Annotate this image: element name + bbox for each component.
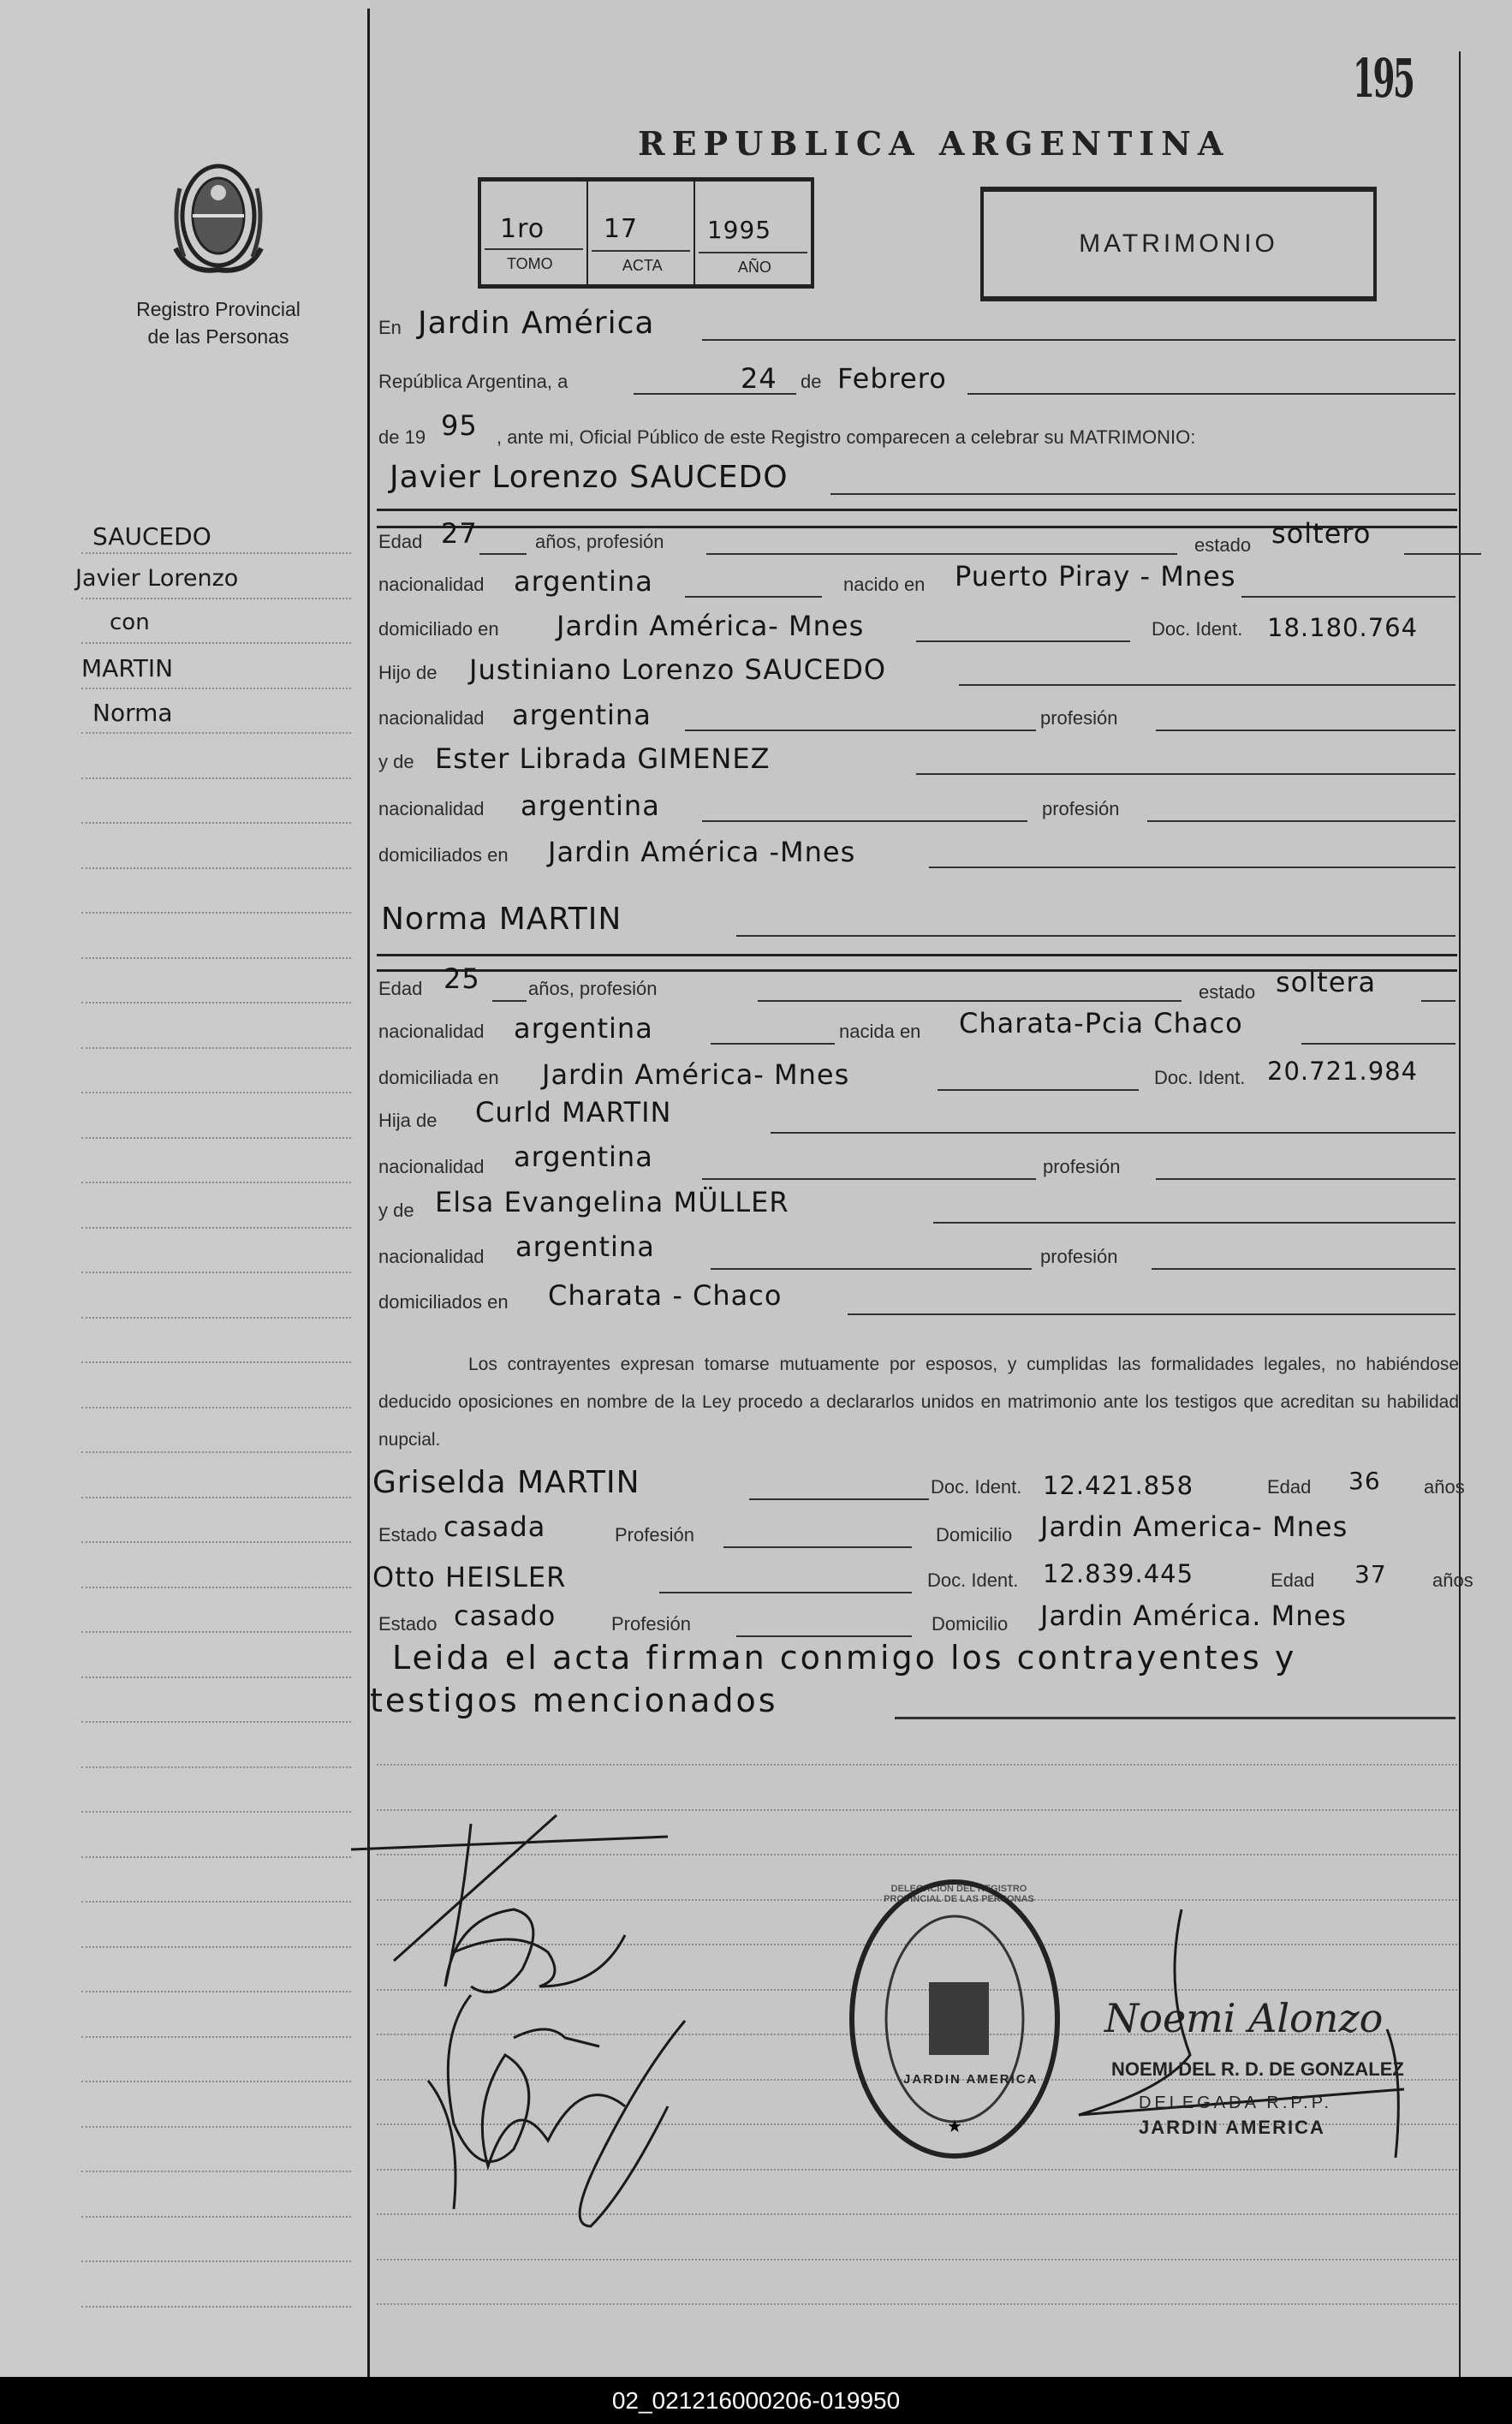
underline: [895, 1717, 1455, 1719]
underline: [702, 820, 1027, 822]
margin-note-bride-name: Norma: [92, 699, 173, 727]
label-domicilio: Domicilio: [932, 1613, 1009, 1635]
margin-ruled-line: [81, 1901, 351, 1903]
row-witness2: [0, 1552, 1512, 1595]
act-day: 24: [741, 362, 777, 395]
row-groom-domicile: [0, 601, 1512, 644]
tomo-acta-ano-box: [478, 177, 814, 289]
official-stamp: [848, 1875, 1070, 2166]
row-groom-name: [0, 454, 1512, 497]
label-estado: estado: [1194, 534, 1252, 556]
label-edad: Edad: [378, 978, 423, 999]
row-bride-domicile: [0, 1050, 1512, 1093]
underline: [938, 1089, 1139, 1091]
label-anos-profesion: años, profesión: [528, 978, 658, 999]
bride-age: 25: [443, 962, 480, 995]
acta-cell: [588, 182, 695, 284]
closing-text-line2: testigos mencionados: [370, 1682, 778, 1719]
margin-ruled-line: [81, 2306, 351, 2308]
underline: [723, 1546, 912, 1548]
row-groom-mother-nationality: [0, 781, 1512, 824]
groom-doc-id: 18.180.764: [1267, 613, 1419, 642]
label-nacionalidad: nacionalidad: [378, 798, 485, 819]
party-signatures: [342, 1781, 728, 2260]
margin-ruled-line: [81, 1946, 351, 1948]
coat-of-arms-icon: [163, 154, 274, 287]
ano-label: AÑO: [737, 259, 771, 276]
label-estado: Estado: [378, 1524, 438, 1546]
row-groom-age: [0, 514, 1512, 557]
underline: [702, 1178, 1036, 1180]
tomo-label: TOMO: [507, 255, 553, 272]
label-profesion: profesión: [1040, 1246, 1118, 1267]
label-nacido-en: nacido en: [843, 574, 926, 595]
witness1-name: Griselda MARTIN: [372, 1465, 640, 1500]
label-edad: Edad: [1271, 1569, 1315, 1591]
tomo-cell: [481, 182, 588, 284]
groom-mother-nationality: argentina: [521, 789, 660, 822]
section-rule: [377, 954, 1457, 956]
underline: [959, 684, 1455, 686]
underline: [711, 1043, 835, 1045]
registry-name-line1: Registro Provincial: [136, 298, 301, 320]
witness2-civil-status: casado: [454, 1599, 557, 1632]
groom-father-nationality: argentina: [512, 699, 652, 731]
bride-birthplace: Charata-Pcia Chaco: [959, 1007, 1243, 1039]
margin-ruled-line: [81, 1047, 351, 1049]
label-hija-de: Hija de: [378, 1110, 438, 1131]
margin-ruled-line: [81, 1811, 351, 1813]
underline: [479, 553, 527, 555]
margin-note-con: con: [110, 610, 150, 635]
label-anos-profesion: años, profesión: [535, 531, 664, 552]
underline: [771, 1132, 1455, 1134]
margin-ruled-line: [81, 1991, 351, 1992]
groom-parents-domicile: Jardin América -Mnes: [548, 836, 856, 868]
label-nacionalidad: nacionalidad: [378, 707, 485, 729]
witness1-doc-id: 12.421.858: [1043, 1471, 1194, 1500]
row-place: [0, 300, 1512, 342]
row-witness1-details: [0, 1507, 1512, 1550]
label-en: En: [378, 317, 402, 338]
section-rule: [377, 509, 1457, 511]
margin-ruled-line: [81, 1361, 351, 1363]
row-witness1: [0, 1459, 1512, 1502]
margin-ruled-line: [81, 957, 351, 959]
underline: [848, 1313, 1455, 1315]
groom-father: Justiniano Lorenzo SAUCEDO: [469, 653, 887, 686]
acta-label: ACTA: [622, 257, 663, 274]
margin-ruled-line: [81, 2081, 351, 2082]
label-nacionalidad: nacionalidad: [378, 574, 485, 595]
row-groom-father-nationality: [0, 690, 1512, 733]
witness2-domicile: Jardin América. Mnes: [1040, 1599, 1347, 1632]
bride-doc-id: 20.721.984: [1267, 1057, 1419, 1086]
row-witness2-details: [0, 1596, 1512, 1639]
label-y-de: y de: [378, 751, 414, 772]
row-bride-mother-nationality: [0, 1229, 1512, 1272]
margin-ruled-line: [81, 1721, 351, 1723]
witness2-age: 37: [1354, 1560, 1387, 1588]
row-bride-parents-domicile: [0, 1274, 1512, 1317]
row-closing-2: [0, 1678, 1512, 1721]
row-groom-father: [0, 645, 1512, 688]
label-profesion: profesión: [1042, 798, 1120, 819]
bride-name: Norma MARTIN: [381, 902, 622, 937]
label-estado: estado: [1199, 981, 1256, 1003]
margin-ruled-line: [81, 1272, 351, 1273]
label-ante-mi: , ante mi, Oficial Público de este Registro comparecen a celebrar su MATRIMONIO:: [497, 426, 1196, 448]
label-nacionalidad: nacionalidad: [378, 1021, 485, 1042]
underline: [706, 553, 1177, 555]
folio-number: 195: [1353, 47, 1414, 110]
bride-father-nationality: argentina: [514, 1141, 653, 1173]
underline: [711, 1268, 1032, 1270]
tomo-value: 1ro: [500, 214, 545, 244]
official-office: JARDIN AMERICA: [1139, 2117, 1325, 2138]
underline: [1301, 1043, 1455, 1045]
label-nacionalidad: nacionalidad: [378, 1246, 485, 1267]
underline: [1147, 820, 1455, 822]
row-bride-mother: [0, 1182, 1512, 1225]
act-year: 95: [441, 409, 478, 442]
label-profesion: profesión: [1040, 707, 1118, 729]
acta-value: 17: [603, 214, 639, 244]
margin-ruled-line: [81, 2216, 351, 2218]
groom-birthplace: Puerto Piray - Mnes: [955, 560, 1236, 593]
label-nacionalidad: nacionalidad: [378, 1156, 485, 1177]
official-name: NOEMI DEL R. D. DE GONZALEZ: [1111, 2058, 1404, 2080]
bride-mother: Elsa Evangelina MÜLLER: [435, 1186, 789, 1218]
label-profesion: Profesión: [615, 1524, 694, 1546]
row-groom-nationality: [0, 557, 1512, 599]
label-doc-ident: Doc. Ident.: [927, 1569, 1019, 1591]
row-bride-nationality: [0, 1004, 1512, 1046]
margin-ruled-line: [81, 777, 351, 779]
groom-name: Javier Lorenzo SAUCEDO: [390, 460, 789, 495]
label-profesion: Profesión: [611, 1613, 691, 1635]
row-bride-father-nationality: [0, 1139, 1512, 1182]
label-domiciliado-en: domiciliado en: [378, 618, 499, 640]
bride-parents-domicile: Charata - Chaco: [548, 1279, 783, 1312]
underline: [916, 640, 1130, 642]
registry-name-line2: de las Personas: [147, 325, 289, 348]
ruled-line: [377, 2303, 1457, 2305]
ano-cell: [695, 182, 811, 284]
underline: [967, 393, 1455, 395]
bride-mother-nationality: argentina: [515, 1230, 655, 1263]
label-de19: de 19: [378, 426, 426, 448]
row-groom-mother: [0, 734, 1512, 777]
groom-nationality: argentina: [514, 565, 653, 598]
margin-note-bride-surname: MARTIN: [81, 654, 174, 682]
label-domiciliados-en: domiciliados en: [378, 1291, 509, 1313]
label-domiciliada-en: domiciliada en: [378, 1067, 499, 1088]
underline: [1152, 1268, 1455, 1270]
groom-mother: Ester Librada GIMENEZ: [435, 742, 771, 775]
label-hijo-de: Hijo de: [378, 662, 438, 683]
label-y-de: y de: [378, 1200, 414, 1221]
margin-ruled-line: [81, 1451, 351, 1453]
label-domicilio: Domicilio: [936, 1524, 1013, 1546]
label-republica: República Argentina, a: [378, 371, 568, 392]
stamp-ring-text: DELEGACION DEL REGISTRO PROVINCIAL DE LAS PERSONAS: [884, 1884, 1034, 1904]
stamp-center-text: JARDIN AMERICA: [903, 2072, 1039, 2087]
underline: [1156, 1178, 1455, 1180]
groom-civil-status: soltero: [1271, 517, 1372, 550]
label-doc-ident: Doc. Ident.: [931, 1476, 1022, 1498]
label-profesion: profesión: [1043, 1156, 1121, 1177]
underline: [1156, 730, 1455, 731]
label-doc-ident: Doc. Ident.: [1154, 1067, 1246, 1088]
country-title: REPUBLICA ARGENTINA: [638, 124, 1230, 163]
margin-ruled-line: [81, 1407, 351, 1409]
act-month: Febrero: [837, 362, 947, 395]
underline: [933, 1222, 1455, 1224]
row-bride-name: [0, 896, 1512, 938]
margin-ruled-line: [81, 2036, 351, 2038]
label-anos: años: [1432, 1569, 1473, 1591]
witness1-domicile: Jardin America- Mnes: [1040, 1510, 1348, 1543]
ruled-line: [377, 1764, 1457, 1766]
witness1-civil-status: casada: [443, 1510, 546, 1543]
underline: [492, 1000, 527, 1002]
declaration-text: Los contrayentes expresan tomarse mutuamente por esposos, y cumplidas las formalidades legales, no habiéndose deducido oposiciones en nombre de la Ley procedo a declararlos unidos en matrimonio ante los testigos que acreditan su habilidad nupcial.: [378, 1355, 1459, 1450]
groom-domicile: Jardin América- Mnes: [557, 610, 865, 642]
underline: [749, 1498, 929, 1500]
row-date: [0, 354, 1512, 396]
margin-note-surname: SAUCEDO: [92, 522, 211, 551]
underline: [830, 493, 1455, 495]
label-edad: Edad: [378, 531, 423, 552]
witness2-name: Otto HEISLER: [372, 1561, 567, 1593]
row-year: [0, 409, 1512, 452]
margin-ruled-line: [81, 1766, 351, 1768]
underline: [916, 773, 1455, 775]
closing-text-line1: Leida el acta firman conmigo los contrayentes y: [392, 1639, 1297, 1677]
label-domiciliados-en: domiciliados en: [378, 844, 509, 866]
groom-age: 27: [441, 517, 478, 550]
witness2-doc-id: 12.839.445: [1043, 1559, 1194, 1588]
bride-civil-status: soltera: [1276, 966, 1377, 998]
row-bride-father: [0, 1093, 1512, 1135]
label-de: de: [801, 371, 822, 392]
record-type: MATRIMONIO: [1079, 229, 1278, 258]
label-anos: años: [1424, 1476, 1465, 1498]
underline: [736, 935, 1455, 937]
row-closing-1: [0, 1635, 1512, 1678]
ano-value: 1995: [706, 216, 772, 244]
bride-nationality: argentina: [514, 1012, 653, 1045]
margin-ruled-line: [81, 2260, 351, 2262]
underline: [685, 596, 822, 598]
bride-father: Curld MARTIN: [475, 1096, 672, 1129]
underline: [1241, 596, 1455, 598]
official-title: DELEGADA R.P.P.: [1139, 2093, 1333, 2112]
underline: [659, 1592, 912, 1593]
underline: [758, 1000, 1182, 1002]
margin-ruled-line: [81, 1856, 351, 1858]
underline: [702, 339, 1455, 341]
witness1-age: 36: [1348, 1467, 1381, 1495]
margin-ruled-line: [81, 2171, 351, 2172]
underline: [929, 867, 1455, 868]
underline: [685, 730, 1036, 731]
label-estado: Estado: [378, 1613, 438, 1635]
svg-text:★: ★: [947, 2117, 962, 2136]
underline: [1421, 1000, 1455, 1002]
row-groom-parents-domicile: [0, 827, 1512, 870]
label-nacida-en: nacida en: [839, 1021, 921, 1042]
act-place: Jardin América: [418, 306, 655, 341]
official-signature: Noemi Alonzo: [1104, 1995, 1384, 2041]
record-type-box: [980, 187, 1377, 301]
underline: [1404, 553, 1481, 555]
margin-ruled-line: [81, 2126, 351, 2128]
row-bride-age: [0, 961, 1512, 1004]
image-id-footer: 02_021216000206-019950: [0, 2377, 1512, 2424]
label-doc-ident: Doc. Ident.: [1152, 618, 1243, 640]
margin-note-given-names: Javier Lorenzo: [75, 565, 239, 592]
label-edad: Edad: [1267, 1476, 1312, 1498]
bride-domicile: Jardin América- Mnes: [542, 1058, 850, 1091]
